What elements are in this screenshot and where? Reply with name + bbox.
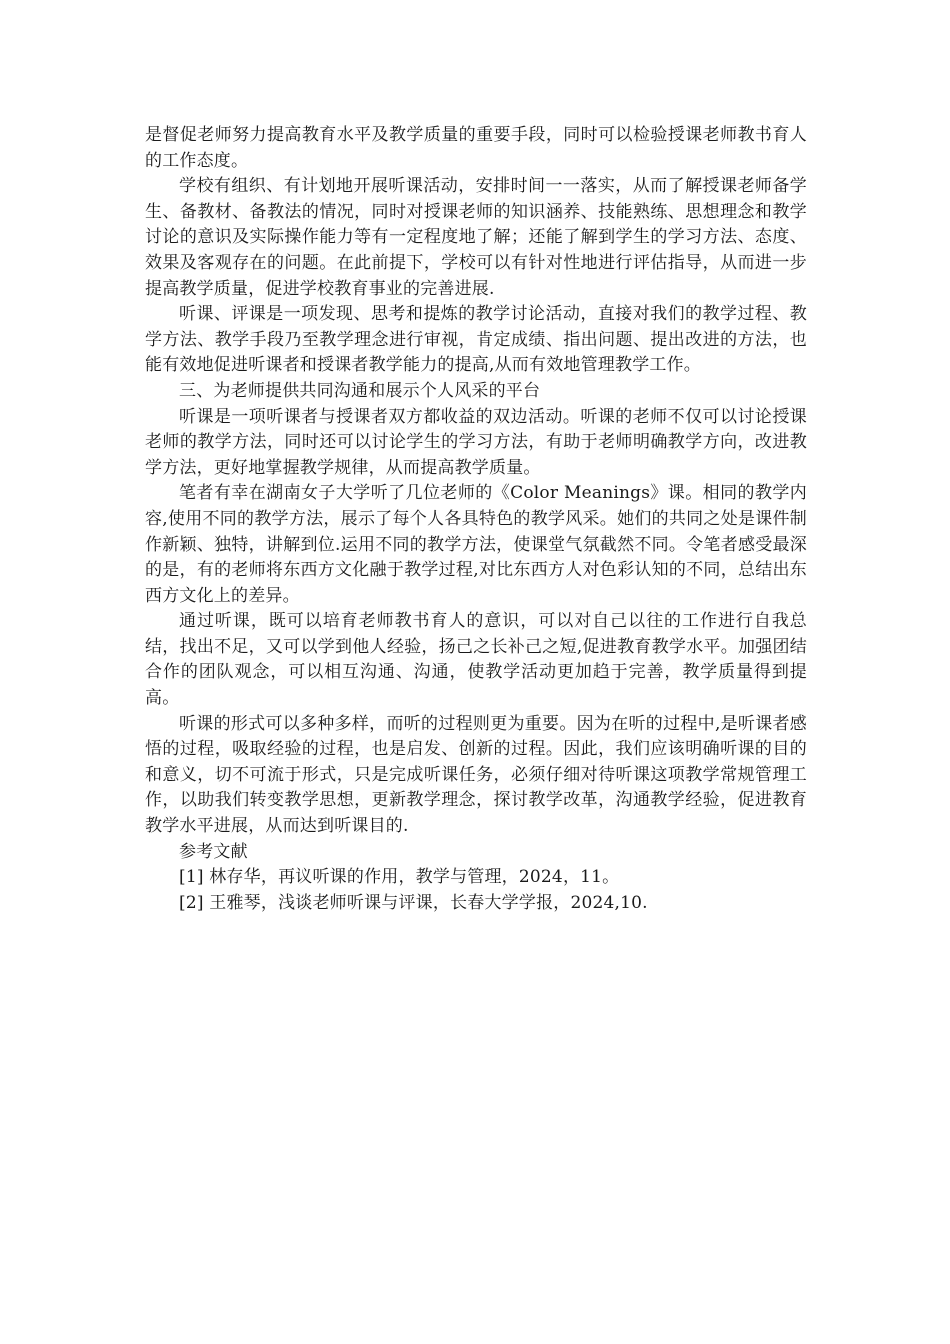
paragraph-listening-forms: 听课的形式可以多种多样，而听的过程则更为重要。因为在听的过程中,是听课者感悟的过程，吸取经验的过程，也是启发、创新的过程。因此，我们应该明确听课的目的和意义，切不可流于形式，只是完成听课任务，必须仔细对待听课这项教学常规管理工作，以助我们转变教学思想，更新教学理念，探讨教学改革，沟通教学经验，促进教育教学水平进展，从而达到听课目的. bbox=[145, 713, 807, 837]
section-heading-three: 三、为老师提供共同沟通和展示个人风采的平台 bbox=[179, 380, 541, 401]
paragraph-continuation: 是督促老师努力提高教育水平及教学质量的重要手段，同时可以检验授课老师教书育人的工作态度。 bbox=[145, 125, 807, 171]
paragraph-self-summary: 通过听课，既可以培育老师教书育人的意识，可以对自己以往的工作进行自我总结，找出不足，又可以学到他人经验，扬己之长补己之短,促进教育教学水平。加强团结合作的团队观念，可以相互沟通、沟通，使教学活动更加趋于完善，教学质量得到提高。 bbox=[145, 611, 807, 709]
reference-item: [2] 王雅琴，浅谈老师听课与评课，长春大学学报，2024,10. bbox=[179, 892, 648, 913]
references-heading: 参考文献 bbox=[179, 841, 248, 862]
paragraph-school-organization: 学校有组织、有计划地开展听课活动，安排时间一一落实，从而了解授课老师备学生、备教材、备教法的情况，同时对授课老师的知识涵养、技能熟练、思想理念和教学讨论的意识及实际操作能力等有一定程度地了解；还能了解到学生的学习方法、态度、效果及客观存在的问题。在此前提下，学校可以有针对性地进行评估指导，从而进一步提高教学质量，促进学校教育事业的完善进展. bbox=[145, 176, 807, 299]
paragraph-evaluation: 听课、评课是一项发现、思考和提炼的教学讨论活动，直接对我们的教学过程、教学方法、教学手段乃至教学理念进行审视，肯定成绩、指出问题、提出改进的方法，也能有效地促进听课者和授课者教学能力的提高,从而有效地管理教学工作。 bbox=[145, 304, 807, 376]
document-body bbox=[145, 123, 807, 916]
paragraph-author-experience: 笔者有幸在湖南女子大学听了几位老师的《Color Meanings》课。相同的教学内容,使用不同的教学方法，展示了每个人各具特色的教学风采。她们的共同之处是课件制作新颖、独特，讲解到位.运用不同的教学方法，使课堂气氛截然不同。令笔者感受最深的是，有的老师将东西方文化融于教学过程,对比东西方人对色彩认知的不同，总结出东西方文化上的差异。 bbox=[145, 483, 807, 606]
reference-item: [1] 林存华，再议听课的作用，教学与管理，2024，11。 bbox=[179, 867, 620, 888]
paragraph-bilateral-activity: 听课是一项听课者与授课者双方都收益的双边活动。听课的老师不仅可以讨论授课老师的教学方法，同时还可以讨论学生的学习方法，有助于老师明确教学方向，改进教学方法，更好地掌握教学规律，从而提高教学质量。 bbox=[145, 406, 807, 478]
